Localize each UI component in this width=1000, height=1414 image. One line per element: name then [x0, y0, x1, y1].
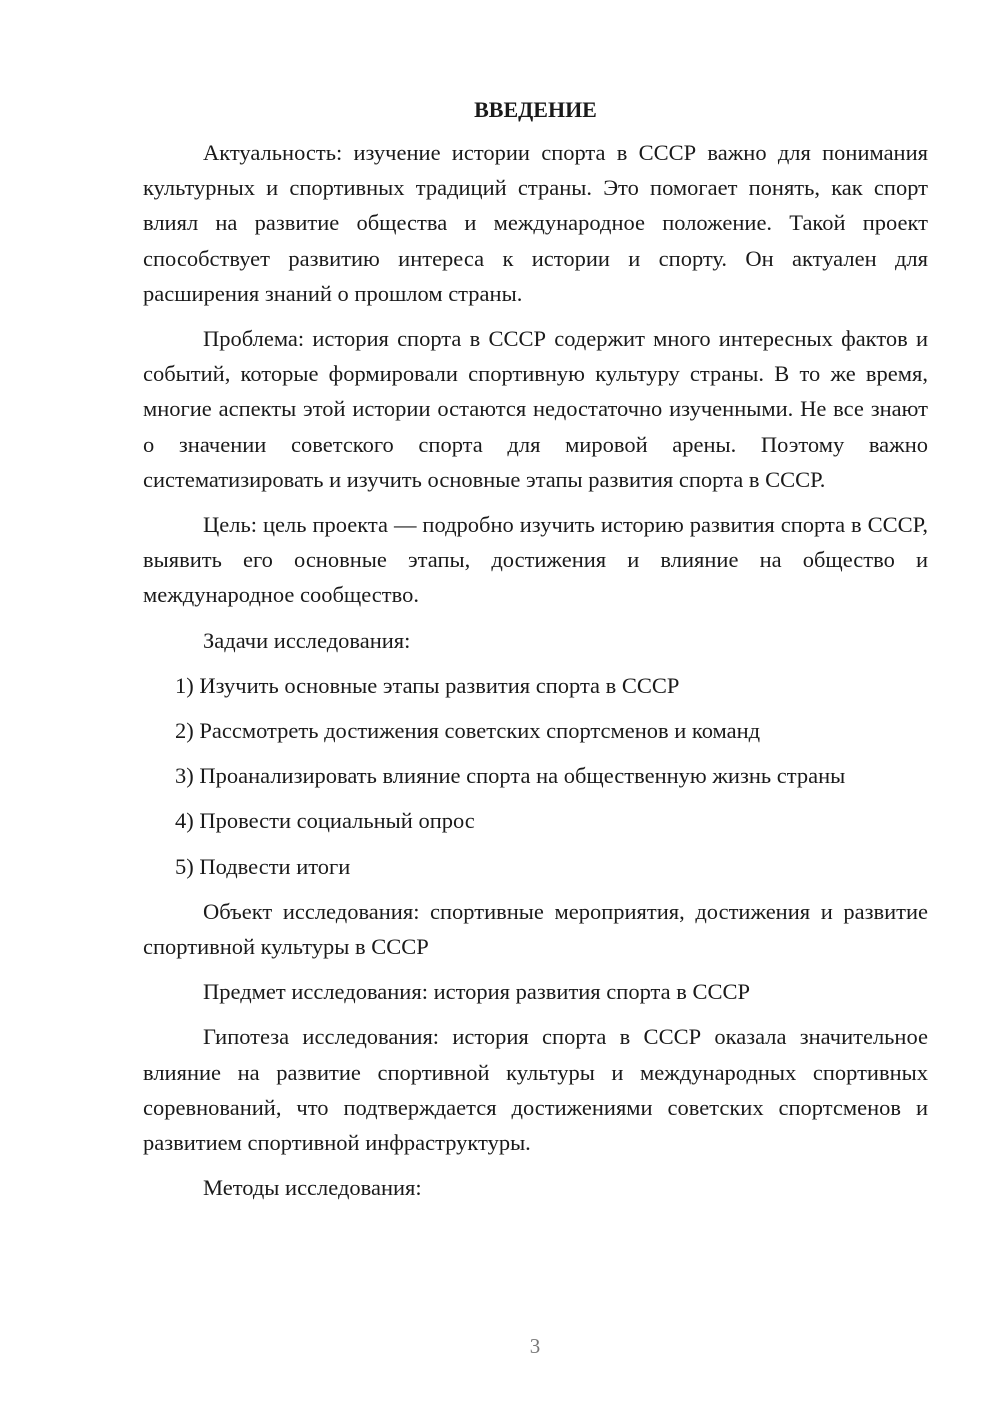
list-item: 3) Проанализировать влияние спорта на общественную жизнь страны: [175, 763, 846, 789]
object-paragraph: Объект исследования: спортивные мероприятия, достижения и развитие спортивной культуры в СССР: [143, 898, 928, 960]
page-title: ВВЕДЕНИЕ: [474, 97, 597, 122]
list-item: 4) Провести социальный опрос: [175, 808, 475, 834]
page-number: 3: [529, 1334, 541, 1358]
subject-paragraph: Предмет исследования: история развития спорта в СССР: [203, 979, 751, 1005]
list-item: 1) Изучить основные этапы развития спорта в СССР: [175, 672, 680, 698]
list-item: 5) Подвести итоги: [175, 853, 351, 879]
tasks-list: [143, 668, 928, 884]
problem-paragraph: Проблема: история спорта в СССР содержит много интересных фактов и событий, которые формировали спортивную культуру страны. В то же время, многие аспекты этой истории остаются недостаточно изученными. Не все знают о значении советского спорта для мировой арены. Поэтому важно систематизировать и изучить основные этапы развития спорта в СССР.: [143, 326, 928, 492]
relevance-paragraph: Актуальность: изучение истории спорта в СССР важно для понимания культурных и спортивных традиций страны. Это помогает понять, как спорт влиял на развитие общества и международное положение. Такой проект способствует развитию интереса к истории и спорту. Он актуален для расширения знаний о прошлом страны.: [143, 140, 928, 306]
methods-heading: Методы исследования:: [203, 1175, 422, 1201]
hypothesis-paragraph: Гипотеза исследования: история спорта в СССР оказала значительное влияние на развитие спортивной культуры и международных спортивных соревнований, что подтверждается достижениями советских спортсменов и развитием спортивной инфраструктуры.: [143, 1024, 928, 1156]
document-page: [143, 92, 928, 1215]
list-item: 2) Рассмотреть достижения советских спортсменов и команд: [175, 718, 761, 744]
tasks-heading: Задачи исследования:: [203, 627, 411, 653]
goal-paragraph: Цель: цель проекта — подробно изучить историю развития спорта в СССР, выявить его основные этапы, достижения и влияние на общество и международное сообщество.: [143, 512, 928, 608]
